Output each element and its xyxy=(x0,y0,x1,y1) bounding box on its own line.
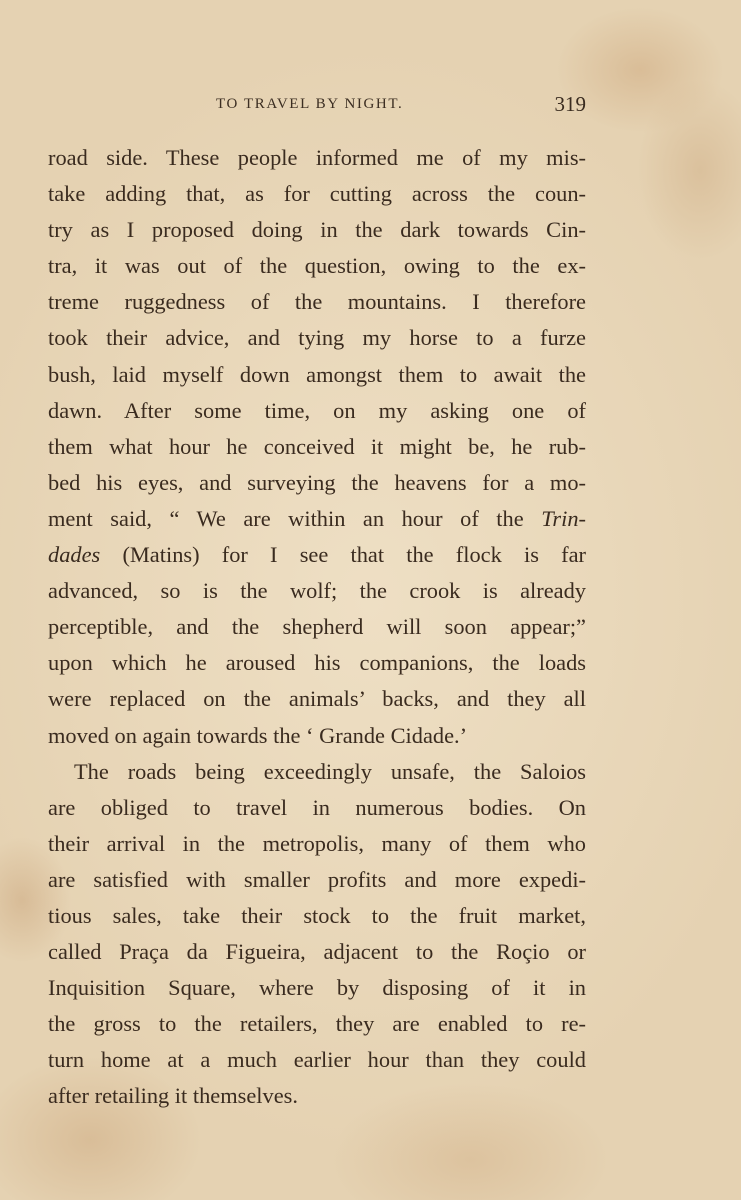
body-text xyxy=(48,140,586,1115)
text-line: try as I proposed doing in the dark towards Cin- xyxy=(48,217,586,243)
text-line: turn home at a much earlier hour than they could xyxy=(48,1047,586,1073)
text-line: called Praça da Figueira, adjacent to the Roçio or xyxy=(48,939,586,965)
text-line: The roads being exceedingly unsafe, the Saloios xyxy=(74,758,586,784)
text-line: upon which he aroused his companions, the loads xyxy=(48,650,586,676)
text-line: the gross to the retailers, they are enabled to re- xyxy=(48,1011,586,1037)
text-line: Inquisition Square, where by disposing of it in xyxy=(48,975,586,1001)
text-line-with-italic: ment said, “ We are within an hour of the Trin- xyxy=(48,505,586,531)
text-line-with-italic: dades (Matins) for I see that the flock is far xyxy=(48,542,586,568)
text-line: are obliged to travel in numerous bodies. On xyxy=(48,794,586,820)
text-line: advanced, so is the wolf; the crook is already xyxy=(48,578,586,604)
text-line: moved on again towards the ‘ Grande Cidade.’ xyxy=(48,722,468,748)
text-line: perceptible, and the shepherd will soon appear;” xyxy=(48,614,586,640)
italic-word: dades xyxy=(48,542,101,568)
text-line: bush, laid myself down amongst them to await the xyxy=(48,361,586,387)
text-line: were replaced on the animals’ backs, and they all xyxy=(48,686,586,712)
text-line: tious sales, take their stock to the fruit market, xyxy=(48,902,586,928)
page-header xyxy=(48,92,586,118)
text-line: them what hour he conceived it might be, he rub- xyxy=(48,433,586,459)
text-line: dawn. After some time, on my asking one of xyxy=(48,397,586,423)
paragraph-2 xyxy=(48,754,586,1115)
page-number: 319 xyxy=(554,92,586,116)
text-line: bed his eyes, and surveying the heavens for a mo- xyxy=(48,469,586,495)
text-line: tra, it was out of the question, owing to the ex- xyxy=(48,253,586,279)
italic-word: Trin- xyxy=(541,505,586,531)
text-line: after retailing it themselves. xyxy=(48,1083,298,1109)
text-line: their arrival in the metropolis, many of them who xyxy=(48,830,586,856)
text-line: are satisfied with smaller profits and more expedi- xyxy=(48,866,586,892)
text-line: take adding that, as for cutting across the coun- xyxy=(48,181,586,207)
text-line: road side. These people informed me of my mis- xyxy=(48,145,586,170)
text-line: treme ruggedness of the mountains. I therefore xyxy=(48,289,586,315)
text-line: took their advice, and tying my horse to a furze xyxy=(48,325,586,351)
running-head: TO TRAVEL BY NIGHT. xyxy=(216,96,404,112)
paragraph-1 xyxy=(48,140,586,754)
